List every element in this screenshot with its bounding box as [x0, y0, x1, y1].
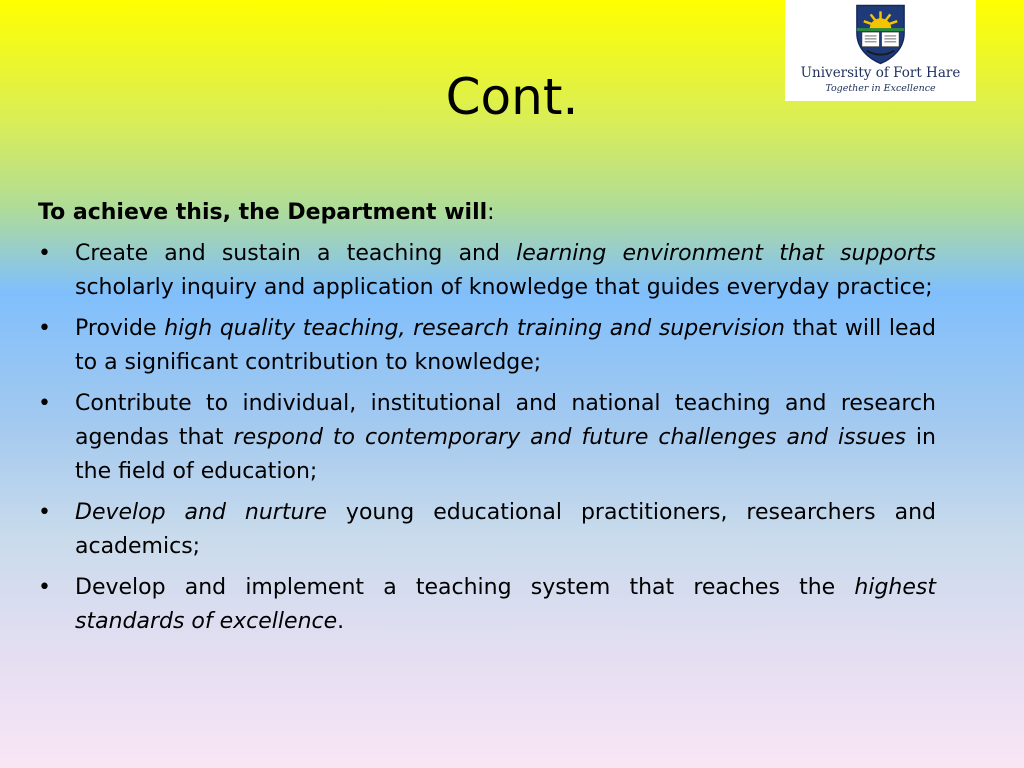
- bullet-text: Develop and implement a teaching system that reaches the: [75, 575, 855, 600]
- bullet-item: [38, 312, 936, 380]
- bullet-text: .: [337, 609, 345, 634]
- bullet-emphasis: respond to contemporary and future challenges and issues: [233, 425, 906, 450]
- bullet-text: that will lead to a significant contribution to knowledge;: [75, 316, 936, 375]
- slide-body: [38, 196, 936, 646]
- lead-sentence: [38, 196, 936, 230]
- bullet-item: [38, 387, 936, 489]
- bullet-item: [38, 496, 936, 564]
- bullet-text: Create and sustain a teaching and: [75, 241, 517, 266]
- bullet-emphasis: Develop and nurture: [75, 500, 327, 525]
- bullet-text: in the field of education;: [75, 425, 936, 484]
- bullet-emphasis: high quality teaching, research training and supervision: [164, 316, 785, 341]
- bullet-text: young educational practitioners, researchers and academics;: [75, 500, 936, 559]
- bullet-text: Contribute to individual, institutional and national teaching and research agendas that: [75, 391, 936, 450]
- lead-colon: :: [487, 200, 495, 225]
- bullet-emphasis: highest standards of excellence: [75, 575, 936, 634]
- bullet-item: [38, 571, 936, 639]
- bullet-text: Provide: [75, 316, 165, 341]
- bullet-item: [38, 237, 936, 305]
- university-name: University of Fort Hare: [800, 65, 961, 81]
- bullet-emphasis: learning environment that supports: [516, 241, 936, 266]
- slide-title: Cont.: [445, 68, 579, 126]
- lead-bold-text: To achieve this, the Department will: [38, 200, 488, 225]
- university-motto: Together in Excellence: [825, 83, 936, 94]
- bullet-list: [38, 237, 936, 639]
- bullet-text: scholarly inquiry and application of knowledge that guides everyday practice;: [75, 275, 933, 300]
- university-crest-icon: [851, 1, 910, 65]
